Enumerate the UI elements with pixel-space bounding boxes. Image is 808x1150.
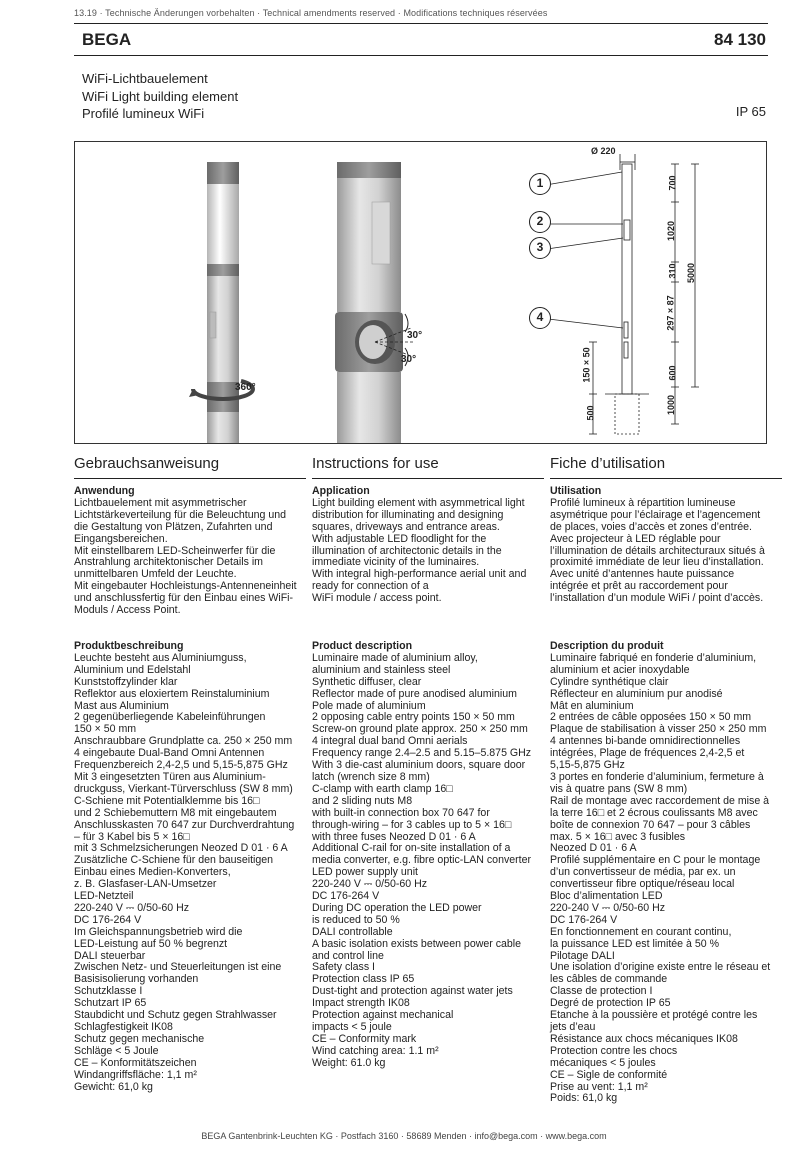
product-titles xyxy=(82,70,238,123)
description-text-en: Luminaire made of aluminium alloy, aluminium and stainless steel Synthetic diffuser, clear Reflector made of pure anodised aluminium Pole made of aluminium 2 opposing cable entry points 150 × 50 mm Screw-on ground plate approx. 250 × 250 mm 4 integral dual band Omni aerials Frequency range 2.4–2.5 and 5.15–5.875 GHz With 3 die-cast aluminium doors, square door latch (wrench size 8 mm) C-clamp with earth clamp 16□ and 2 sliding nuts M8 with built-in connection box 70 647 for through-wiring – for 3 cables up to 5 × 16□ with three fuses Neozed D 01 · 6 A Additional C-rail for on-site installation of a media converter, e.g. fibre optic-LAN converter LED power supply unit 220-240 V ⎓ 0/50-60 Hz DC 176-264 V During DC operation the LED power is reduced to 50 % DALI controllable A basic isolation exists between power cable and control line Safety class I Protection class IP 65 Dust-tight and protection against water jets Impact strength IK08 Protection against mechanical impacts < 5 joule CE – Conformity mark Wind catching area: 1.1 m² Weight: 61.0 kg xyxy=(312,651,532,1069)
dim-500: 500 xyxy=(585,405,596,421)
dim-600: 600 xyxy=(667,365,678,381)
description-fr xyxy=(550,641,782,1105)
title-fr: Profilé lumineux WiFi xyxy=(82,106,205,121)
dim-diameter: Ø 220 xyxy=(591,146,616,156)
description-text-fr: Luminaire fabriqué en fonderie d’aluminium, aluminium et acier inoxydable Cylindre synthétique clair Réflecteur en aluminium pur anodisé Mât en aluminium 2 entrées de câble opposées 150 × 50 mm Plaque de stabilisation à visser 250 × 250 mm 4 antennes bi-bande omnidirectionnelles intégrées, Plage de fréquences 2,4-2,5 et 5,15-5,875 GHz 3 portes en fonderie d’aluminium, fermeture à vis à quatre pans (SW 8 mm) Rail de montage avec raccordement de mise à la terre 16□ et 2 écrous coulissants M8 avec boîte de connexion 70 647 – pour 3 câbles max. 5 × 16□ avec 3 fusibles Neozed D 01 · 6 A Profilé supplémentaire en C pour le montage d’un convertisseur de média, par ex. un convertisseur fibre optique/réseau local Bloc d’alimentation LED 220-240 V ⎓ 0/50-60 Hz DC 176-264 V En fonctionnement en courant continu, la puissance LED est limitée à 50 % Pilotage DALI Une isolation d’origine existe entre le réseau et les câbles de commande Classe de protection I Degré de protection IP 65 Etanche à la poussière et protégé contre les jets d’eau Résistance aux chocs mécaniques IK08 Protection contre les chocs mécaniques < 5 joules CE – Sigle de conformité Prise au vent: 1,1 m² Poids: 61,0 kg xyxy=(550,651,771,1105)
column-heading-de: Gebrauchsanweisung xyxy=(74,455,306,479)
dimension-drawing xyxy=(540,154,699,434)
ip-rating: IP 65 xyxy=(735,104,766,119)
column-heading-fr: Fiche d’utilisation xyxy=(550,455,782,479)
application-title-en: Application xyxy=(312,485,370,497)
callout-1: 1 xyxy=(529,173,551,195)
dim-310: 310 xyxy=(667,263,678,279)
title-de: WiFi-Lichtbauelement xyxy=(82,71,208,86)
callout-3: 3 xyxy=(529,237,551,259)
application-text-fr: Profilé lumineux à répartition lumineuse asymétrique pour l’éclairage et l’agencement de places, voies d’accès et zones d’entrée. Avec projecteur à LED réglable pour l’illumination de détails architecturaux situés à proximité immédiate de leur lieu d’installation. Avec unité d’antennes haute puissance intégrée et prêt au raccordement pour l’installation d’un module WiFi / point d’accès. xyxy=(550,496,765,605)
callout-4: 4 xyxy=(529,307,551,329)
description-de xyxy=(74,641,306,1093)
dim-1000: 1000 xyxy=(666,394,677,416)
dim-700: 700 xyxy=(667,175,678,191)
tilt-angle-up-label: 30° xyxy=(407,330,423,341)
rotation-label: 360° xyxy=(235,382,256,393)
description-title-fr: Description du produit xyxy=(550,640,664,652)
description-title-de: Produktbeschreibung xyxy=(74,640,184,652)
application-en xyxy=(312,486,544,605)
revision-note: 13.19 · Technische Änderungen vorbehalten · Technical amendments reserved · Modifications techniques réservées xyxy=(74,8,548,18)
product-figure-frame xyxy=(74,141,767,444)
header-rule xyxy=(74,55,768,56)
application-title-fr: Utilisation xyxy=(550,485,602,497)
description-title-en: Product description xyxy=(312,640,413,652)
application-de xyxy=(74,486,306,617)
column-fr xyxy=(550,455,782,479)
floodlight-detail-drawing xyxy=(335,162,413,443)
article-number: 84 130 xyxy=(714,30,766,49)
description-text-de: Leuchte besteht aus Aluminiumguss, Aluminium und Edelstahl Kunststoffzylinder klar Reflektor aus eloxiertem Reinstaluminium Mast aus Aluminium 2 gegenüberliegende Kabeleinführungen 150 × 50 mm Anschraubbare Grundplatte ca. 250 × 250 mm 4 eingebaute Dual-Band Omni Antennen Frequenzbereich 2,4-2,5 und 5,15-5,875 GHz Mit 3 eingesetzten Türen aus Aluminium- druckguss, Vierkant-Türverschluss (SW 8 mm) C-Schiene mit Potentialklemme bis 16□ und 2 Schiebemuttern M8 mit eingebautem Anschlusskasten 70 647 zur Durchverdrahtung – für 3 Kabel bis 5 × 16□ mit 3 Schmelzsicherungen Neozed D 01 · 6 A Zusätzliche C-Schiene für den bauseitigen Einbau eines Medien-Konverters, z. B. Glasfaser-LAN-Umsetzer LED-Netzteil 220-240 V ⎓ 0/50-60 Hz DC 176-264 V Im Gleichspannungsbetrieb wird die LED-Leistung auf 50 % begrenzt DALI steuerbar Zwischen Netz- und Steuerleitungen ist eine Basisisolierung vorhanden Schutzklasse I Schutzart IP 65 Staubdicht und Schutz gegen Strahlwasser Schlagfestigkeit IK08 Schutz gegen mechanische Schläge < 5 Joule CE – Konformitätszeichen Windangriffsfläche: 1,1 m² Gewicht: 61,0 kg xyxy=(74,651,295,1093)
brand-logo-text: BEGA xyxy=(82,30,132,49)
application-text-en: Light building element with asymmetrical light distribution for illuminating and designing squares, driveways and entrance areas. With adjustable LED floodlight for the illumination of architectonic details in the immediate vicinity of the luminaires. With integral high-performance aerial unit and ready for connection of a WiFi module / access point. xyxy=(312,496,527,605)
tilt-angle-down-label: 30° xyxy=(401,354,417,365)
application-title-de: Anwendung xyxy=(74,485,135,497)
description-en xyxy=(312,641,544,1070)
footer-address: BEGA Gantenbrink-Leuchten KG · Postfach 3160 · 58689 Menden · info@bega.com · www.bega.com xyxy=(201,1131,607,1141)
dim-5000: 5000 xyxy=(686,262,697,284)
application-fr xyxy=(550,486,782,605)
application-text-de: Lichtbauelement mit asymmetrischer Lichtstärkeverteilung für die Beleuchtung und die Gestaltung von Plätzen, Zufahrten und Eingangsbereichen. Mit einstellbarem LED-Scheinwerfer für die Anstrahlung architektonischer Details im unmittelbaren Umfeld der Leuchte. Mit eingebauter Hochleistungs-Antenneneinheit und anschlussfertig für den Einbau eines WiFi- Moduls / Access Point. xyxy=(74,496,297,617)
column-en xyxy=(312,455,544,479)
dim-297x87: 297 × 87 xyxy=(665,295,676,331)
callout-2: 2 xyxy=(529,211,551,233)
column-heading-en: Instructions for use xyxy=(312,455,544,479)
dim-150x50: 150 × 50 xyxy=(581,347,592,383)
product-drawings xyxy=(75,142,766,443)
pole-overview-drawing xyxy=(189,162,253,443)
title-en: WiFi Light building element xyxy=(82,88,239,104)
column-de xyxy=(74,455,306,479)
dim-1020: 1020 xyxy=(666,220,677,242)
top-rule xyxy=(74,23,768,24)
